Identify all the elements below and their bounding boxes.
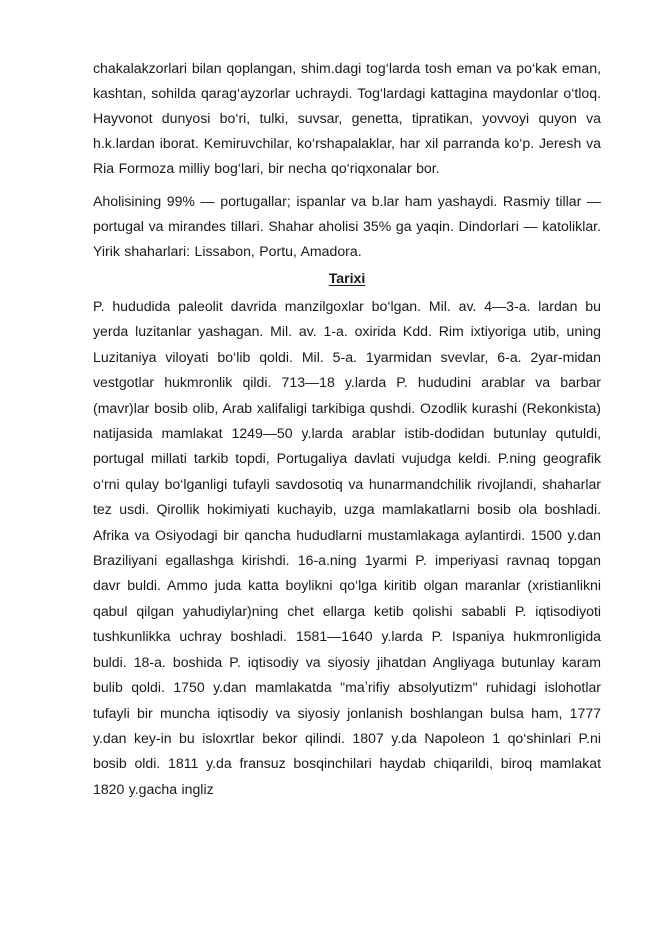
paragraph-history: P. hududida paleolit davrida manzilgoxlar bo‘lgan. Mil. av. 4—3-a. lardan bu yerda luzitanlar yashagan. Mil. av. 1-a. oxirida Kdd. Rim ixtiyoriga utib, uning Luzitaniya viloyati bo‘lib qoldi. Mil. 5-a. 1yarmidan svevlar, 6-a. 2yar-midan vestgotlar hukmronlik qildi. 713—18 y.larda P. hududini arablar va barbar (mavr)lar bosib olib, Arab xalifaligi tarkibiga qushdi. Ozodlik kurashi (Rekonkista) natijasida mamlakat 1249—50 y.larda arablar istib-dodidan butunlay qutuldi, portugal millati tarkib topdi, Portugaliya davlati vujudga keldi. P.ning geografik o‘rni qulay bo‘lganligi tufayli savdosotiq va hunarmandchilik rivojlandi, shaharlar tez usdi. Qirollik hokimiyati kuchayib, uzga mamlakatlarni bosib ola boshladi. Afrika va Osiyodagi bir qancha hududlarni mustamlakaga aylantirdi. 1500 y.dan Braziliyani egallashga kirishdi. 16-a.ning 1yarmi P. imperiyasi ravnaq topgan davr buldi. Ammo juda katta boylikni qo‘lga kiritib olgan maranlar (xristianlikni qabul qilgan yahudiylar)ning chet ellarga ketib qolishi sababli P. iqtisodiyoti tushkunlikka uchray boshladi. 1581—1640 y.larda P. Ispaniya hukmronligida buldi. 18-a. boshida P. iqtisodiy va siyosiy jihatdan Angliyaga butunlay karam bulib qoldi. 1750 y.dan mamlakatda "maʼrifiy absolyutizm" ruhidagi islohotlar tufayli bir muncha iqtisodiy va siyosiy jonlanish boshlangan bulsa ham, 1777 y.dan key-in bu isloxrtlar bekor qilindi. 1807 y.da Napoleon 1 qo‘shinlari P.ni bosib oldi. 1811 y.da fransuz bosqinchilari haydab chiqarildi, biroq mamlakat 1820 y.gacha ingliz xyxy=(93,298,601,797)
section-heading xyxy=(93,266,601,290)
paragraph-flora-fauna: chakalakzorlari bilan qoplangan, shim.dagi tog‘larda tosh eman va po‘kak eman, kashtan, sohilda qarag‘ayzorlar uchraydi. Tog‘lardagi kattagina maydonlar o‘tloq. Hayvonot dunyosi bo‘ri, tulki, suvsar, genetta, tipratikan, yovvoyi quyon va h.k.lardan iborat. Kemiruvchilar, ko‘rshapalaklar, har xil parranda ko‘p. Jeresh va Ria Formoza milliy bog‘lari, bir necha qo‘riqxonalar bor. xyxy=(93,60,601,176)
section-heading-text: Tarixi xyxy=(328,270,366,286)
document-page xyxy=(93,56,601,802)
paragraph-population: Aholisining 99% — portugallar; ispanlar va b.lar ham yashaydi. Rasmiy tillar — portugal va mirandes tillari. Shahar aholisi 35% ga yaqin. Dindorlari — katoliklar. Yirik shaharlari: Lissabon, Portu, Amadora. xyxy=(93,193,601,259)
